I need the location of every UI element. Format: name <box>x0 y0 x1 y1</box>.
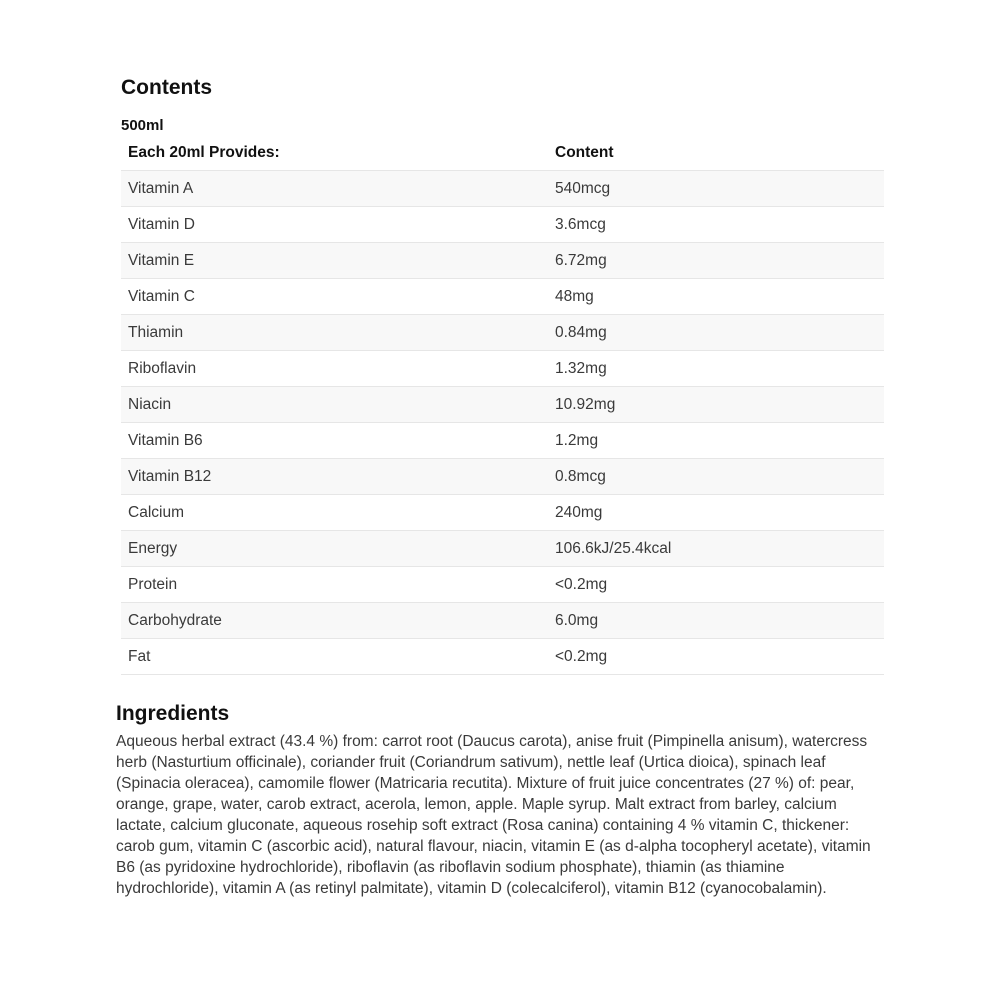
table-row <box>121 423 884 459</box>
nutrient-name: Vitamin B6 <box>121 423 548 459</box>
nutrient-amount: 540mcg <box>548 171 884 207</box>
table-row <box>121 207 884 243</box>
nutrient-name: Thiamin <box>121 315 548 351</box>
nutrient-name: Niacin <box>121 387 548 423</box>
column-header-content: Content <box>548 135 884 171</box>
ingredients-text: Aqueous herbal extract (43.4 %) from: carrot root (Daucus carota), anise fruit (Pimpinella anisum), watercress herb (Nasturtium officinale), coriander fruit (Coriandrum sativum), nettle leaf (Urtica dioica), spinach leaf (Spinacia oleracea), camomile flower (Matricaria recutita). Mixture of fruit juice concentrates (27 %) of: pear, orange, grape, water, carob extract, acerola, lemon, apple. Maple syrup. Malt extract from barley, calcium lactate, calcium gluconate, aqueous rosehip soft extract (Rosa canina) containing 4 % vitamin C, thickener: carob gum, vitamin C (ascorbic acid), natural flavour, niacin, vitamin E (as d-alpha tocopheryl acetate), vitamin B6 (as pyridoxine hydrochloride), riboflavin (as riboflavin sodium phosphate), thiamin (as thiamine hydrochloride), vitamin A (as retinyl palmitate), vitamin D (colecalciferol), vitamin B12 (cyanocobalamin). <box>116 733 871 897</box>
contents-heading: Contents <box>121 76 212 99</box>
nutrient-name: Vitamin E <box>121 243 548 279</box>
nutrient-amount: 1.2mg <box>548 423 884 459</box>
package-size-label: 500ml <box>121 117 164 134</box>
nutrition-table-body <box>121 171 884 675</box>
table-row <box>121 387 884 423</box>
nutrient-amount: 3.6mcg <box>548 207 884 243</box>
nutrient-name: Calcium <box>121 495 548 531</box>
table-row <box>121 531 884 567</box>
nutrient-amount: <0.2mg <box>548 639 884 675</box>
table-row <box>121 603 884 639</box>
nutrient-amount: 6.72mg <box>548 243 884 279</box>
nutrient-name: Carbohydrate <box>121 603 548 639</box>
nutrient-amount: 0.8mcg <box>548 459 884 495</box>
nutrient-amount: 1.32mg <box>548 351 884 387</box>
nutrient-name: Riboflavin <box>121 351 548 387</box>
nutrient-name: Protein <box>121 567 548 603</box>
table-header-row <box>121 135 884 171</box>
table-row <box>121 351 884 387</box>
table-row <box>121 459 884 495</box>
nutrition-table <box>121 135 884 675</box>
table-row <box>121 315 884 351</box>
table-row <box>121 495 884 531</box>
nutrient-amount: 6.0mg <box>548 603 884 639</box>
ingredients-heading: Ingredients <box>116 702 230 725</box>
table-row <box>121 567 884 603</box>
nutrient-name: Energy <box>121 531 548 567</box>
nutrient-amount: 10.92mg <box>548 387 884 423</box>
nutrient-name: Vitamin A <box>121 171 548 207</box>
table-row <box>121 639 884 675</box>
nutrient-amount: 0.84mg <box>548 315 884 351</box>
table-row <box>121 279 884 315</box>
nutrient-name: Vitamin B12 <box>121 459 548 495</box>
nutrient-name: Fat <box>121 639 548 675</box>
table-row <box>121 243 884 279</box>
nutrient-amount: 240mg <box>548 495 884 531</box>
nutrient-amount: 106.6kJ/25.4kcal <box>548 531 884 567</box>
nutrient-name: Vitamin C <box>121 279 548 315</box>
nutrient-amount: 48mg <box>548 279 884 315</box>
nutrient-name: Vitamin D <box>121 207 548 243</box>
table-row <box>121 171 884 207</box>
nutrient-amount: <0.2mg <box>548 567 884 603</box>
column-header-provides: Each 20ml Provides: <box>121 135 548 171</box>
